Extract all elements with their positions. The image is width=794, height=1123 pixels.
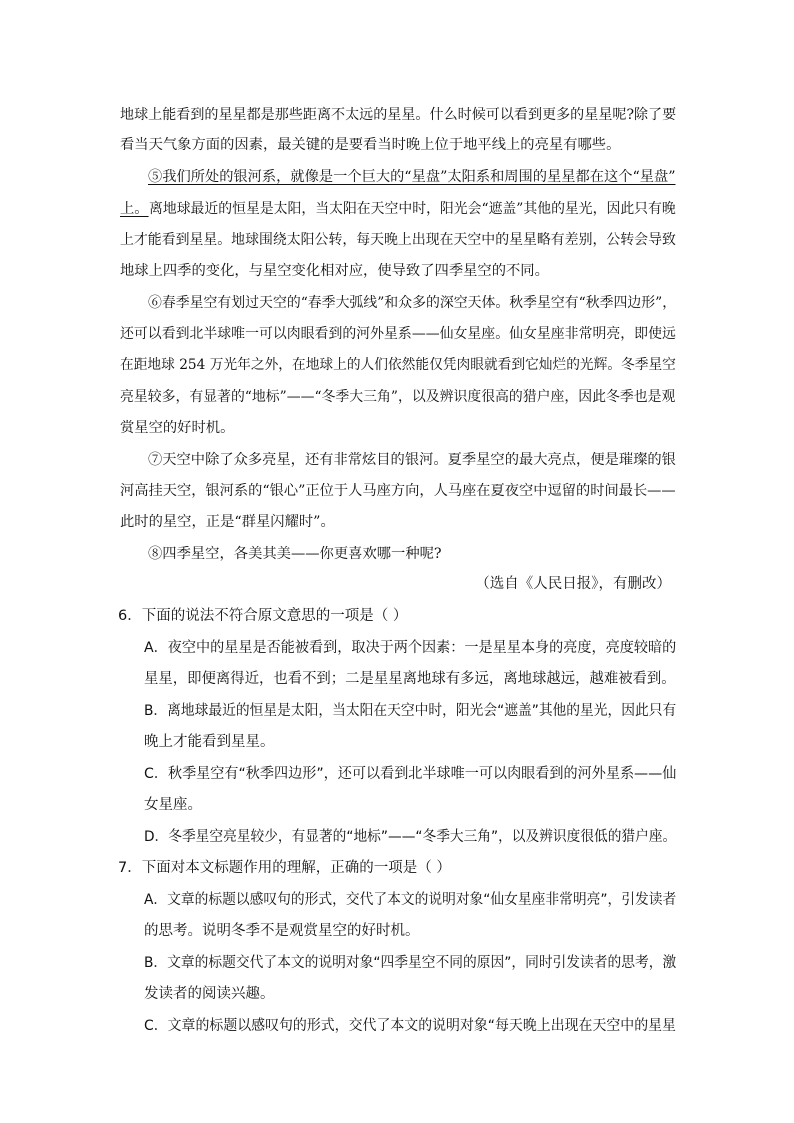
passage-line: 亮星较多，有显著的“地标”——“冬季大三角”，以及辨识度很高的猎户座，因此冬季也是观 [120, 389, 676, 405]
question-6-option-d: D．冬季星空亮星较少，有显著的“地标”——“冬季大三角”，以及辨识度很低的猎户座。 [144, 829, 677, 845]
question-6-option-b: B．离地球最近的恒星是太阳，当太阳在天空中时，阳光会“遮盖”其他的星光，因此只有 [144, 703, 677, 719]
passage-line: 上才能看到星星。地球围绕太阳公转，每天晚上出现在天空中的星星略有差别，公转会导致 [120, 232, 676, 248]
paragraph-8: ⑧四季星空，各美其美——你更喜欢哪一种呢? [148, 546, 442, 562]
option-continuation: 发读者的阅读兴趣。 [144, 986, 275, 1002]
passage-line: 河高挂天空，银河系的“银心”正位于人马座方向，人马座在夏夜空中逗留的时间最长—— [120, 483, 676, 499]
paragraph-5-underlined-end: 上。 [120, 201, 149, 217]
question-7-stem: 7．下面对本文标题作用的理解，正确的一项是（ ） [118, 860, 451, 876]
passage-line: 地球上能看到的星星都是那些距离不太远的星星。什么时候可以看到更多的星星呢?除了要 [120, 107, 677, 123]
option-continuation: 晚上才能看到星星。 [144, 734, 275, 750]
passage-line: 地球上四季的变化，与星空变化相对应，使导致了四季星空的不同。 [120, 263, 549, 279]
question-6-stem: 6．下面的说法不符合原文意思的一项是（ ） [118, 608, 408, 624]
question-7-option-a: A．文章的标题以感叹句的形式，交代了本文的说明对象“仙女星座非常明亮”，引发读者 [144, 892, 677, 908]
option-continuation: 星星，即便离得近，也看不到；二是星星离地球有多远，离地球越远，越难被看到。 [144, 671, 676, 687]
passage-line: 还可以看到北半球唯一可以肉眼看到的河外星系——仙女星座。仙女星座非常明亮，即使远 [120, 326, 676, 342]
passage-line: 赏星空的好时机。 [120, 420, 235, 436]
passage-line: 离地球最近的恒星是太阳，当太阳在天空中时，阳光会“遮盖”其他的星光，因此只有晚 [149, 201, 676, 217]
option-continuation: 的思考。说明冬季不是观赏星空的好时机。 [144, 923, 420, 939]
source-note: （选自《人民日报》，有删改） [475, 576, 671, 592]
passage-line: 此时的星空，正是“群星闪耀时”。 [120, 514, 335, 530]
paragraph-6: ⑥春季星空有划过天空的“春季大弧线”和众多的深空天体。秋季星空有“秋季四边形”， [148, 295, 677, 311]
passage-line: 在距地球 254 万光年之外，在地球上的人们依然能仅凭肉眼就看到它灿烂的光辉。冬季星空 [120, 357, 676, 373]
question-7-option-b: B．文章的标题交代了本文的说明对象“四季星空不同的原因”，同时引发读者的思考，激 [144, 955, 677, 971]
option-continuation: 女星座。 [144, 797, 202, 813]
question-7-option-c: C．文章的标题以感叹句的形式，交代了本文的说明对象“每天晚上出现在天空中的星星 [144, 1018, 676, 1034]
question-6-option-c: C．秋季星空有“秋季四边形”，还可以看到北半球唯一可以肉眼看到的河外星系——仙 [144, 766, 677, 782]
question-6-option-a: A．夜空中的星星是否能被看到，取决于两个因素：一是星星本身的亮度，亮度较暗的 [144, 640, 677, 656]
paragraph-5-underlined: ⑤我们所处的银河系，就像是一个巨大的“星盘”太阳系和周围的星星都在这个“星盘” [148, 169, 676, 185]
passage-line: 看当天气象方面的因素，最关键的是要看当时晚上位于地平线上的亮星有哪些。 [120, 137, 621, 153]
paragraph-7: ⑦天空中除了众多亮星，还有非常炫目的银河。夏季星空的最大亮点，便是璀璨的银 [148, 452, 676, 468]
